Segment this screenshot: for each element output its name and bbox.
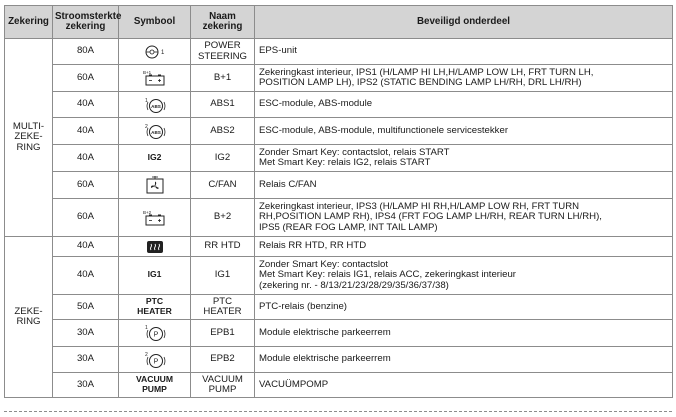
icon-label: B+2 xyxy=(142,209,151,215)
protected-part-cell: EPS-unit xyxy=(255,39,673,65)
symbol-cell xyxy=(119,373,191,398)
protected-part-cell: VACUÜMPOMP xyxy=(255,373,673,398)
symbol-cell xyxy=(119,172,191,199)
fuse-name-cell: POWER STEERING xyxy=(191,39,255,65)
amps-cell: 80A xyxy=(53,39,119,65)
icon-label: P xyxy=(153,331,158,339)
fuse-name-cell: IG2 xyxy=(191,145,255,172)
symbol-cell xyxy=(119,92,191,118)
epb1-icon xyxy=(140,323,170,343)
table-row xyxy=(5,347,673,373)
symbol-text: IG1 xyxy=(147,269,162,280)
table-row xyxy=(5,65,673,92)
protected-part-cell: Zekeringkast interieur, IPS1 (H/LAMP HI LH,H/LAMP LOW LH, FRT TURN LH, POSITION LAMP LH), IPS2 (STATIC BENDING LAMP LH/RH, DRL LH/RH) xyxy=(255,65,673,92)
rear-defrost-icon xyxy=(145,240,165,254)
icon-mark: 1 xyxy=(144,97,148,104)
protected-part-cell: Relais C/FAN xyxy=(255,172,673,199)
symbol-cell xyxy=(119,118,191,145)
table-row xyxy=(5,172,673,199)
symbol-text: PTC HEATER xyxy=(137,295,172,316)
icon-label: ABS xyxy=(150,103,161,109)
abs1-icon xyxy=(140,96,170,114)
symbol-cell xyxy=(119,145,191,172)
fuse-name-cell: VACUUM PUMP xyxy=(191,373,255,398)
symbol-cell xyxy=(119,199,191,237)
amps-cell: 30A xyxy=(53,347,119,373)
fuse-name-cell: RR HTD xyxy=(191,237,255,257)
battery-b2-icon xyxy=(140,209,170,227)
amps-cell: 30A xyxy=(53,373,119,398)
table-row xyxy=(5,320,673,347)
protected-part-cell: PTC-relais (benzine) xyxy=(255,295,673,320)
fuse-name-cell: ABS1 xyxy=(191,92,255,118)
abs2-icon xyxy=(140,122,170,140)
amps-cell: 30A xyxy=(53,320,119,347)
icon-label: B+1 xyxy=(142,70,151,75)
fuse-name-cell: C/FAN xyxy=(191,172,255,199)
protected-part-cell: Module elektrische parkeerrem xyxy=(255,347,673,373)
table-row xyxy=(5,199,673,237)
amps-cell: 50A xyxy=(53,295,119,320)
table-row xyxy=(5,145,673,172)
icon-label: ABS xyxy=(150,130,161,135)
header-name: Naam zekering xyxy=(191,6,255,39)
fuse-name-cell: B+1 xyxy=(191,65,255,92)
amps-cell: 40A xyxy=(53,92,119,118)
table-row xyxy=(5,295,673,320)
fuse-table xyxy=(4,5,673,398)
fuse-name-cell: IG1 xyxy=(191,257,255,295)
amps-cell: 60A xyxy=(53,65,119,92)
battery-b1-icon xyxy=(140,69,170,87)
amps-cell: 40A xyxy=(53,237,119,257)
group-multi-fuse: MULTI- ZEKE- RING xyxy=(5,39,53,237)
symbol-text: IG2 xyxy=(147,151,162,162)
power-steering-icon xyxy=(138,44,172,60)
amps-cell: 60A xyxy=(53,172,119,199)
symbol-cell xyxy=(119,257,191,295)
fuse-name-cell: ABS2 xyxy=(191,118,255,145)
fuse-name-cell: PTC HEATER xyxy=(191,295,255,320)
bottom-divider xyxy=(4,411,672,412)
protected-part-cell: Zekeringkast interieur, IPS3 (H/LAMP HI RH,H/LAMP LOW RH, FRT TURN RH,POSITION LAMP RH), IPS4 (FRT FOG LAMP LH/RH, REAR TURN LH/RH), IPS5 (REAR FOG LAMP, INT TAIL LAMP) xyxy=(255,199,673,237)
table-row xyxy=(5,118,673,145)
symbol-cell xyxy=(119,237,191,257)
amps-cell: 60A xyxy=(53,199,119,237)
table-header-row xyxy=(5,6,673,39)
header-symbol: Symbool xyxy=(119,6,191,39)
header-amps: Stroomsterkte zekering xyxy=(53,6,119,39)
fuse-name-cell: B+2 xyxy=(191,199,255,237)
icon-mark: 1 xyxy=(160,49,164,56)
table-row xyxy=(5,92,673,118)
protected-part-cell: Relais RR HTD, RR HTD xyxy=(255,237,673,257)
symbol-cell xyxy=(119,295,191,320)
icon-label: P xyxy=(153,358,158,365)
protected-part-cell: Zonder Smart Key: contactslot, relais START Met Smart Key: relais IG2, relais START xyxy=(255,145,673,172)
table-row xyxy=(5,257,673,295)
table-row xyxy=(5,237,673,257)
header-part: Beveiligd onderdeel xyxy=(255,6,673,39)
group-fuse: ZEKE- RING xyxy=(5,237,53,398)
header-group: Zekering xyxy=(5,6,53,39)
icon-mark: 2 xyxy=(144,124,148,130)
cooling-fan-icon xyxy=(142,175,168,195)
epb2-icon xyxy=(140,350,170,370)
table-row xyxy=(5,39,673,65)
amps-cell: 40A xyxy=(53,257,119,295)
protected-part-cell: ESC-module, ABS-module, multifunctionele servicestekker xyxy=(255,118,673,145)
symbol-cell xyxy=(119,347,191,373)
fuse-name-cell: EPB2 xyxy=(191,347,255,373)
amps-cell: 40A xyxy=(53,118,119,145)
icon-mark: 2 xyxy=(144,351,148,358)
protected-part-cell: Zonder Smart Key: contactslot Met Smart Key: relais IG1, relais ACC, zekeringkast interieur (zekering nr. - 8/13/21/23/28/29/35/36/37/38) xyxy=(255,257,673,295)
symbol-cell xyxy=(119,39,191,65)
fuse-name-cell: EPB1 xyxy=(191,320,255,347)
amps-cell: 40A xyxy=(53,145,119,172)
protected-part-cell: Module elektrische parkeerrem xyxy=(255,320,673,347)
icon-mark: 1 xyxy=(144,325,148,331)
symbol-cell xyxy=(119,65,191,92)
table-row xyxy=(5,373,673,398)
symbol-cell xyxy=(119,320,191,347)
symbol-text: VACUUM PUMP xyxy=(135,373,174,394)
protected-part-cell: ESC-module, ABS-module xyxy=(255,92,673,118)
